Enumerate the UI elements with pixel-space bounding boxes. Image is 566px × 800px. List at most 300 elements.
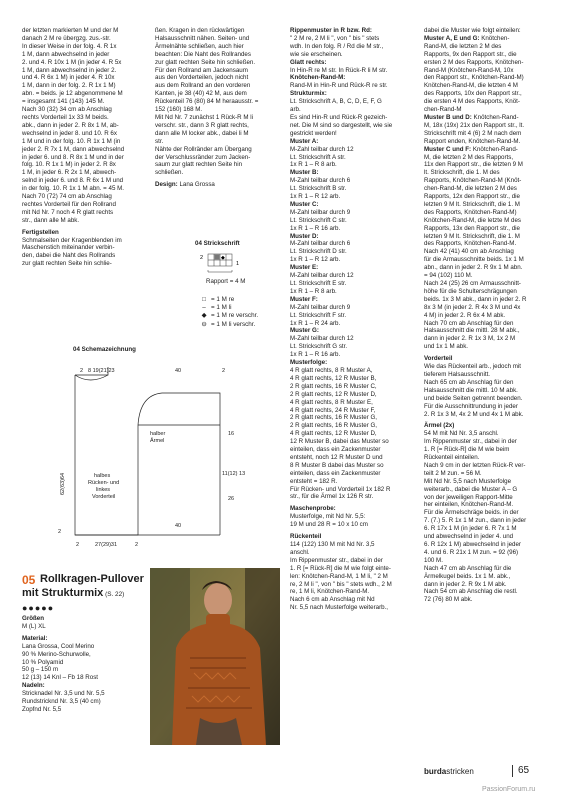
text-line: verschr. str., dann 3 R glatt rechts, <box>155 121 249 129</box>
text-line <box>290 493 415 501</box>
design-credit <box>155 181 280 189</box>
text-line <box>424 217 549 225</box>
text-line <box>424 446 549 454</box>
text-line <box>424 403 549 411</box>
text-line <box>290 541 415 549</box>
text-line <box>424 256 549 264</box>
text-run: Für die Ausschnittrundung in jeder <box>424 402 518 410</box>
text-line: in jeder 6. und 8. R 8x 1 M und in der <box>22 153 124 161</box>
schema-top-left: 2 <box>80 368 84 374</box>
schema-arm-16: 16 <box>228 431 235 437</box>
text-line: 2. und 4. R 10x 1 M (in jeder 4. R 5x <box>22 58 122 66</box>
text-run: gestrickt werden! <box>290 129 337 137</box>
text-run: 19 M und 28 R = 10 x 10 cm <box>290 521 368 529</box>
text-run: M-Zahl teilbar durch 6 <box>290 177 351 185</box>
text-run: die ersten 4 M des Rapports, Knöt- <box>424 98 520 106</box>
text-run: 12 R Muster B, dabei das Muster so <box>290 438 389 446</box>
text-line: abk., dann in jeder 2. R 8x 1 M, ab- <box>22 121 119 129</box>
design-value: Lana Grossa <box>179 181 215 189</box>
text-line <box>290 304 415 312</box>
text-run: 4. und 6. R 21x 1 M zun. = 92 (96) <box>424 548 519 556</box>
text-line <box>290 280 415 288</box>
text-line <box>290 383 415 391</box>
text-column-4 <box>424 27 549 604</box>
text-line <box>424 201 549 209</box>
schema-top-40: 40 <box>175 368 182 374</box>
text-line <box>290 264 415 272</box>
text-run: Lt. Strickschrift A str. <box>290 153 346 161</box>
text-line <box>424 59 549 67</box>
text-line: dann alle M locker abk., dabei li M <box>155 129 249 137</box>
legend-symbol: □ <box>202 296 206 303</box>
text-run: Lt. Strickschrift C str. <box>290 216 347 224</box>
text-line <box>290 375 415 383</box>
text-line <box>424 225 549 233</box>
text-line <box>424 509 549 517</box>
text-run: und 1x 1 M abk. <box>424 343 469 351</box>
footer-brand-tail: stricken <box>446 767 474 776</box>
text-run: des Rapports, Knötchen-Rand-M. <box>424 240 517 248</box>
text-line <box>290 296 415 304</box>
text-line <box>424 51 549 59</box>
rapport-bracket <box>208 270 232 272</box>
text-run: len: Knötchen-Rand-M, 1 M li, " 2 M <box>290 572 388 580</box>
text-line: Nach 30 (32) 34 cm ab Anschlag <box>22 106 112 114</box>
text-run: 1x R 1 – R 16 arb. <box>290 224 341 232</box>
text-run: Nach 9 cm in der letzten Rück-R ver- <box>424 461 526 469</box>
text-line <box>290 343 415 351</box>
text-line <box>424 74 549 82</box>
text-line <box>424 327 549 335</box>
text-line <box>290 169 415 177</box>
text-column-1 <box>22 27 142 268</box>
section-heading: Rückenteil <box>290 533 322 541</box>
text-line <box>290 161 415 169</box>
text-line <box>290 454 415 462</box>
text-line <box>424 193 549 201</box>
text-run: net. Die M sind so dargestellt, wie sie <box>290 121 393 129</box>
text-line <box>290 513 415 521</box>
text-run: Knötchen-Rand-M, die letzte M des <box>424 216 521 224</box>
text-line <box>424 209 549 217</box>
text-line <box>290 565 415 573</box>
text-line <box>290 122 415 130</box>
section-heading: Muster B: <box>290 169 319 177</box>
text-run: wie sie erscheinen. <box>290 50 343 58</box>
text-run: str., für die Ärmel 1x 126 R str. <box>290 493 374 501</box>
text-line: Kanten, je 38 (40) 42 M, aus dem <box>155 90 247 98</box>
legend-row <box>197 304 258 312</box>
legend-symbol: ⊖ <box>201 320 207 328</box>
material-line: 90 % Merino-Schurwolle, <box>22 650 91 658</box>
stitch-chart <box>200 248 250 278</box>
text-line <box>424 288 549 296</box>
text-line <box>290 256 415 264</box>
text-run: Lt. Strickschrift F str. <box>290 311 347 319</box>
legend-text: = 1 M re <box>211 296 235 303</box>
text-line <box>424 478 549 486</box>
text-run: dabei die Muster wie folgt einteilen: <box>424 27 521 34</box>
text-run: entsteht = 182 R. <box>290 477 338 485</box>
text-line <box>290 67 415 75</box>
text-run: abn., dann in jeder 2. R 9x 1 M abn. <box>424 264 523 272</box>
text-line <box>424 588 549 596</box>
schema-arm-label-1: halber <box>150 431 166 437</box>
material-line: Lana Grossa, Cool Merino <box>22 642 95 650</box>
text-line <box>290 320 415 328</box>
page-number: 65 <box>518 765 530 776</box>
schema-arm-26: 26 <box>228 496 235 502</box>
section-heading: Muster F: <box>290 295 318 303</box>
text-line <box>290 327 415 335</box>
text-line: in der folg. 10. R 1x 1 M abn. = 45 M. <box>22 185 124 193</box>
text-line: den, dabei die Naht des Rollrands <box>22 252 116 260</box>
text-run: M-Zahl teilbar durch 6 <box>290 240 351 248</box>
text-run: Knötchen- <box>479 34 510 42</box>
text-line <box>424 154 549 162</box>
text-run: 114 (122) 130 M mit Nd Nr. 3,5 <box>290 541 375 548</box>
schema-bottom-2b: 2 <box>135 542 139 548</box>
schema-body-label-2: Rücken- und <box>88 480 120 486</box>
materials-block <box>22 615 142 714</box>
text-run: Nach 6 cm ab Anschlag mit Nd <box>290 596 375 604</box>
text-line: zur glatt rechten Seite hin schließen. <box>155 58 256 66</box>
material-line: 10 % Polyamid <box>22 658 64 666</box>
section-heading: Muster D: <box>290 232 319 240</box>
text-run: Lt. Strickschrift A, B, C, D, E, F, G <box>290 98 382 106</box>
text-run: 2. R 1x 3 M, 4x 2 M und 4x 1 M abk. <box>424 410 524 418</box>
text-line <box>424 596 549 604</box>
text-run: Knötchen-Rand- <box>471 113 519 121</box>
text-run: Musterfolge, mit Nd Nr. 5,5: <box>290 513 366 521</box>
text-line <box>424 355 549 363</box>
groessen-heading: Größen <box>22 615 45 622</box>
text-line <box>290 462 415 470</box>
text-line <box>424 312 549 320</box>
text-line: Rückenteil 76 (80) 84 M heraausstr. = <box>155 98 259 106</box>
text-run: 1. R [= Rück-R] die M wie folgt einte- <box>290 564 391 572</box>
text-line: ßen. Kragen in den rückwärtigen <box>155 27 245 34</box>
text-run: 8x 3 M (in jeder 2. R 4x 3 M und 4x <box>424 303 521 311</box>
design-label: Design: <box>155 181 178 189</box>
text-line <box>424 35 549 43</box>
text-run: und abwechselnd in jeder 4. und <box>424 533 514 541</box>
text-line: Halsausschnitt nähen. Seiten- und <box>155 34 250 42</box>
text-run: Rapports, Knötchen-Rand-M (Knöt- <box>424 177 522 185</box>
text-run: Lt. Strickschrift E str. <box>290 280 347 287</box>
model-photo <box>150 568 280 745</box>
text-line: Schmalseiten der Kragenblenden im <box>22 236 122 244</box>
text-line: str., dann alle M abk. <box>22 216 80 224</box>
text-line <box>424 98 549 106</box>
text-line <box>290 106 415 114</box>
text-line <box>424 240 549 248</box>
text-line: 1 M, dann in der folg. 2. R 1x 1 M) <box>22 82 116 90</box>
schema-arm-40: 40 <box>175 523 182 529</box>
text-line: aus dem Rollrand an den vorderen <box>155 82 251 90</box>
text-line <box>424 272 549 280</box>
groessen-value: M (L) XL <box>22 622 46 630</box>
text-line: mit Nd Nr. 7 noch 4 R glatt rechts <box>22 208 114 216</box>
schema-arm-11: 11(12) 13 <box>222 471 246 477</box>
text-run: des Rapports, 10x den Rapport str., <box>424 90 522 98</box>
text-run: M-Zahl teilbar durch 12 <box>290 335 354 343</box>
text-line <box>424 130 549 138</box>
footer-brand-bold: burda <box>424 767 447 776</box>
text-line <box>290 312 415 320</box>
legend-symbol: – <box>202 304 206 312</box>
text-run: 1. R [= Rück-R] die M wie beim <box>424 446 510 454</box>
section-heading: Maschenprobe: <box>290 505 336 513</box>
text-line: rechts Vorderteil 1x 33 M beids. <box>22 113 109 121</box>
text-line <box>290 430 415 438</box>
text-line <box>290 209 415 217</box>
stitch-diamond: ◆ <box>221 255 225 261</box>
text-run: Nr. 5,5 nach Musterfolge weiterarb., <box>290 604 389 612</box>
text-line <box>290 82 415 90</box>
text-line <box>290 240 415 248</box>
text-run: Nach 42 (41) 40 cm ab Anschlag <box>424 248 514 256</box>
text-line <box>424 462 549 470</box>
text-line: str. <box>155 137 164 145</box>
text-line: der letzten markierten M und der M <box>22 27 119 34</box>
text-line <box>424 430 549 438</box>
text-run: In Hin-R re M str. In Rück-R li M str. <box>290 66 388 74</box>
pattern-title-line1: Rollkragen-Pullover <box>40 573 144 585</box>
text-line <box>290 407 415 415</box>
watermark: PassionForum.ru <box>482 786 536 793</box>
section-heading: Musterfolge: <box>290 359 328 367</box>
text-line <box>290 225 415 233</box>
section-heading: Glatt rechts: <box>290 58 327 66</box>
text-line <box>424 43 549 51</box>
text-line <box>290 596 415 604</box>
schema-left-2: 2 <box>58 529 62 535</box>
text-line <box>424 27 549 35</box>
schema-body-label-4: Vorderteil <box>92 494 116 500</box>
text-run: Rand-M, die letzten 2 M des <box>424 42 502 50</box>
text-line <box>290 446 415 454</box>
text-run: M-Zahl teilbar durch 9 <box>290 208 351 216</box>
text-line <box>290 359 415 367</box>
text-run: von der jeweiligen Rapport-Mitte <box>424 493 513 501</box>
section-heading: Muster A, E und G: <box>424 34 480 42</box>
text-run: Für die Ärmelschräge beids. in der <box>424 509 519 517</box>
text-line <box>290 604 415 612</box>
text-run: Knötchen-Rand-M, die letzten 4 M <box>424 82 518 90</box>
text-run: entsteht, noch 12 R Muster D und <box>290 453 383 461</box>
text-line <box>424 335 549 343</box>
section-heading: Muster C und F: <box>424 145 472 153</box>
text-column-2 <box>155 27 280 189</box>
text-run: Strickschrift mit 4 (6) 2 M nach dem <box>424 129 522 137</box>
text-line: Nähte der Rollränder am Übergang <box>155 145 252 153</box>
text-line <box>290 399 415 407</box>
text-run: 1x R 1 – R 8 arb. <box>290 287 337 295</box>
stitch-row-2: 2 <box>200 255 204 261</box>
text-line <box>424 82 549 90</box>
legend-text: = 1 M li verschr. <box>211 320 256 328</box>
text-run: Rand-M (Knötchen-Rand-M, 10x <box>424 66 514 74</box>
text-run: beids. 1x 3 M abk., dann in jeder 2. R <box>424 295 527 303</box>
text-run: Im Rippenmuster str., dabei in der <box>424 438 517 446</box>
text-line: 1 M und in der folg. 10. R 1x 1 M (in <box>22 137 121 145</box>
schematic-drawing <box>50 355 250 555</box>
text-line <box>424 379 549 387</box>
nadeln-line: Stricknadel Nr. 3,5 und Nr. 5,5 <box>22 690 105 698</box>
text-line <box>424 122 549 130</box>
text-run: anschl. <box>290 548 310 556</box>
text-run: chen-Rand-M <box>424 106 462 114</box>
text-run: Nach 24 (25) 26 cm Armausschnitt- <box>424 280 521 287</box>
text-line <box>290 248 415 256</box>
text-line <box>424 343 549 351</box>
text-run: Lt. Strickschrift D str. <box>290 248 347 256</box>
text-line <box>424 146 549 154</box>
legend-text: = 1 M li <box>211 304 232 312</box>
text-line <box>290 422 415 430</box>
text-line <box>424 470 549 478</box>
section-heading: Muster E: <box>290 264 319 272</box>
text-line <box>290 43 415 51</box>
text-line <box>424 486 549 494</box>
text-run: Nach 70 cm ab Anschlag für den <box>424 319 514 327</box>
schema-arm-label-2: Ärmel <box>150 438 165 444</box>
text-run: her einteilen, Knötchen-Rand-M. <box>424 501 514 509</box>
text-line: wechselnd in jeder 8. und 10. R 6x <box>22 129 117 137</box>
text-run: Nach 47 cm ab Anschlag für die <box>424 564 512 572</box>
text-line <box>424 233 549 241</box>
text-line <box>290 588 415 596</box>
text-line <box>290 335 415 343</box>
text-line <box>424 581 549 589</box>
section-heading: Rippenmuster in R bzw. Rd: <box>290 27 372 34</box>
text-run: Nach 65 cm ab Anschlag für den <box>424 378 514 386</box>
text-run: 6. R 17x 1 M (in jeder 6. R 7x 1 M <box>424 525 517 533</box>
text-line <box>424 371 549 379</box>
difficulty-rating: ●●●●● <box>22 603 55 613</box>
text-line <box>424 304 549 312</box>
text-line <box>424 177 549 185</box>
schema-top-right: 2 <box>222 368 226 374</box>
text-run: Rapport enden, Knötchen-Rand-M. <box>424 137 521 145</box>
text-line <box>290 581 415 589</box>
text-line <box>290 438 415 446</box>
text-line: danach 2 M re übergzg. zus.-str. <box>22 34 111 42</box>
text-line <box>290 185 415 193</box>
text-line: Ärmelnähte schließen, auch hier <box>155 42 244 50</box>
text-run: Rapports, 9x den Rapport str., die <box>424 50 517 58</box>
text-line <box>290 470 415 478</box>
section-heading: Ärmel (2x) <box>424 422 455 430</box>
text-run: 4 R glatt rechts, 12 R Muster B, <box>290 374 377 382</box>
text-line <box>290 27 415 35</box>
text-line: Mit Nd Nr. 7 zunächst 1 Rück-R M li <box>155 113 253 121</box>
text-run: 2 R glatt rechts, 16 R Muster G, <box>290 414 377 422</box>
footer-brand <box>424 767 474 776</box>
text-line <box>290 146 415 154</box>
text-run: arb. <box>290 106 301 114</box>
text-line: 1 M, in jeder 6. R 2x 1 M, abwech- <box>22 169 117 177</box>
text-line <box>290 51 415 59</box>
text-line <box>290 351 415 359</box>
section-heading: Knötchen-Rand-M: <box>290 74 346 82</box>
text-line <box>424 501 549 509</box>
text-line <box>290 549 415 557</box>
text-run: Halsausschnitt die mittl. 28 M abk., <box>424 327 520 335</box>
text-column-3 <box>290 27 415 612</box>
text-run: 1x R 1 – R 12 arb. <box>290 256 341 264</box>
text-run: Lt. Strickschrift B str. <box>290 185 347 193</box>
schema-side-h: 62(63)64 <box>60 472 66 495</box>
text-line <box>424 565 549 573</box>
text-run: Knötchen-Rand- <box>471 145 518 153</box>
text-run: 2 R glatt rechts, 16 R Muster C, <box>290 382 377 390</box>
text-line <box>290 391 415 399</box>
text-line <box>290 557 415 565</box>
text-line <box>424 248 549 256</box>
schema-top-numbers: 8 19(21)23 <box>88 368 115 374</box>
text-run: 54 M mit Nd Nr. 3,5 anschl. <box>424 430 499 438</box>
legend-row <box>197 321 258 329</box>
text-line <box>290 367 415 375</box>
text-run: dann in jeder 2. R 9x 1 M abk. <box>424 580 507 588</box>
nadeln-line: Zopfnd Nr. 5,5 <box>22 705 62 713</box>
text-run: einteilen, dass ein Zackenmuster <box>290 469 381 477</box>
text-line <box>424 320 549 328</box>
text-line <box>290 478 415 486</box>
symbol-legend <box>197 296 258 329</box>
text-run: den Rapport str., Knötchen-Rand-M) <box>424 74 524 82</box>
text-line <box>424 387 549 395</box>
text-run: ersten 2 M des Rapports, Knötchen- <box>424 58 524 66</box>
text-line: 1 M, dann abwechselnd in jeder <box>22 50 110 58</box>
material-line: 12 (13) 14 Knl – Fb 18 Rost <box>22 674 99 682</box>
text-line <box>424 422 549 430</box>
stitch-chart-title: 04 Strickschrift <box>195 240 240 247</box>
text-run: 7. (7.) 5. R 1x 1 M zun., dann in jeder <box>424 517 527 525</box>
text-run: 2 R glatt rechts, 12 R Muster D, <box>290 390 377 398</box>
text-run: höhe für die Schulterschrägungen <box>424 287 517 295</box>
text-run: wdh. In den folg. R / Rd die M str., <box>290 42 384 50</box>
text-line <box>290 74 415 82</box>
text-run: Für Rücken- und Vorderteil 1x 182 R <box>290 485 391 493</box>
section-heading: Muster A: <box>290 137 319 145</box>
material-line: 50 g – 150 m <box>22 666 59 674</box>
text-run: teilt 2 M zun. = 56 M. <box>424 469 482 477</box>
text-line <box>424 363 549 371</box>
text-line <box>424 67 549 75</box>
text-line: beachten: Die Naht des Rollrandes <box>155 50 251 58</box>
text-run: einteilen, dass ein Zackenmuster <box>290 446 381 454</box>
pattern-title-line2 <box>22 587 124 599</box>
legend-text: = 1 M re verschr. <box>211 312 259 320</box>
text-line: Nach 70 (72) 74 cm ab Anschlag <box>22 193 112 201</box>
text-line <box>424 573 549 581</box>
text-run: des Rapports, Knötchen-Rand-M) <box>424 208 517 216</box>
legend-symbol: ◆ <box>201 312 207 320</box>
text-run: M-Zahl teilbar durch 12 <box>290 272 354 280</box>
text-line: 152 (160) 168 M. <box>155 106 203 114</box>
text-line <box>424 549 549 557</box>
text-run: weiterarb., dabei die Muster A – G <box>424 485 518 493</box>
text-line: = insgesamt 141 (143) 145 M. <box>22 98 105 106</box>
text-line <box>290 505 415 513</box>
text-line <box>290 521 415 529</box>
text-run: M-Zahl teilbar durch 9 <box>290 303 351 311</box>
text-run: Ärmelkugel beids. 1x 1 M. abk., <box>424 572 511 580</box>
text-line <box>424 296 549 304</box>
